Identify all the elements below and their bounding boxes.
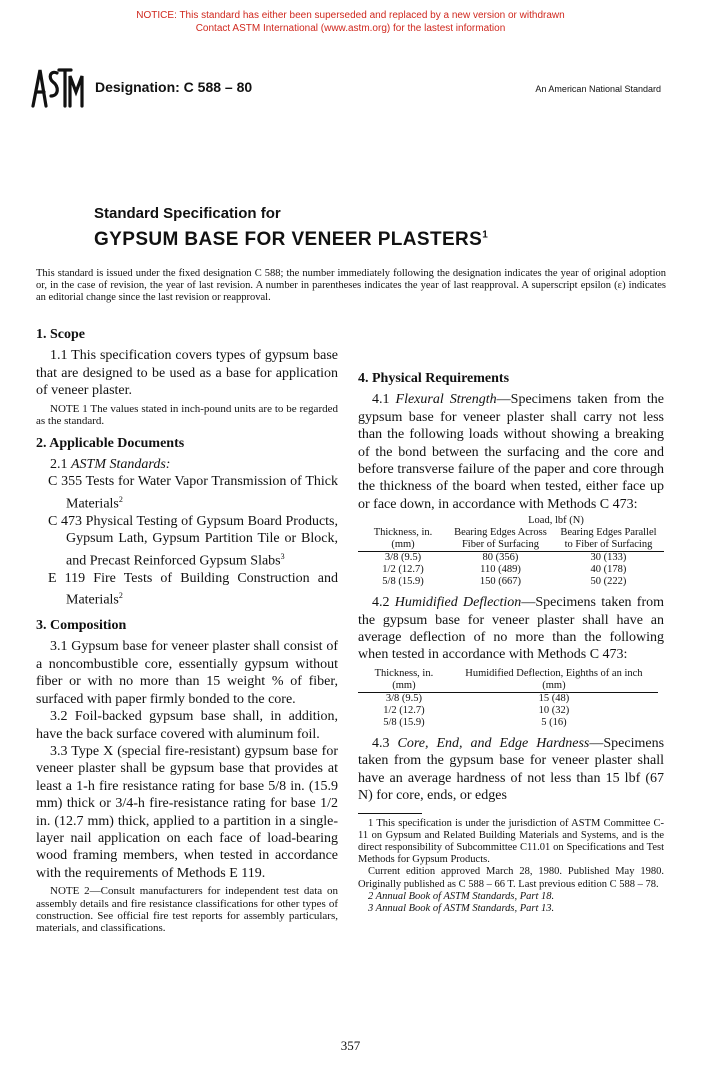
reference-c473-text: C 473 Physical Testing of Gypsum Board Products, Gypsum Lath, Gypsum Partition Tile or Block, and Precast Reinforced Gypsum Slabs <box>48 513 338 569</box>
designation: Designation: C 588 – 80 <box>95 79 253 95</box>
paragraph-4-3-body: —Specimens taken from the gypsum base for veneer plaster shall have an average hardness of not less than 15 lbf (67 N) for core, ends, or edges <box>358 735 665 804</box>
paragraph-4-2 <box>358 594 664 664</box>
load-table-col-across: Bearing Edges Across Fiber of Surfacing <box>448 527 553 552</box>
table-cell: 150 (667) <box>479 576 522 588</box>
paragraph-2-1-title: ASTM Standards: <box>71 456 171 472</box>
paragraph-4-1-num: 4.1 <box>372 392 390 408</box>
paragraph-4-2-title: Humidified Deflection <box>394 595 522 611</box>
paragraph-4-1 <box>358 391 664 513</box>
footnote-1-edition: Current edition approved March 28, 1980. Published May 1980. Originally published as C 588 – 66 T. Last previous edition C 588 – 78. <box>358 866 664 890</box>
paragraph-1-1: 1.1 This specification covers types of gypsum base that are designed to be used as a base for application of veneer plaster. <box>36 348 338 399</box>
reference-e119 <box>36 570 338 609</box>
reference-c355-sup: 2 <box>118 494 123 504</box>
load-table-col-parallel: Bearing Edges Parallel to Fiber of Surfacing <box>553 527 664 552</box>
table-cell: 5/8 (15.9) <box>383 716 425 728</box>
footnote-1: 1 This specification is under the jurisdiction of ASTM Committee C-11 on Gypsum and Related Building Materials and Systems, and is the direct responsibility of Subcommittee C11.01 on Specifications and Test Methods for Gypsum Products. <box>358 817 664 866</box>
load-table-blank <box>358 515 448 527</box>
table-row <box>358 552 664 565</box>
paragraph-2-1 <box>36 456 338 473</box>
paragraph-4-3 <box>358 735 664 805</box>
table-cell: 3/8 (9.5) <box>385 692 422 704</box>
table-cell: 1/2 (12.7) <box>383 704 425 716</box>
american-national-standard: An American National Standard <box>535 84 661 94</box>
note-2: NOTE 2—Consult manufacturers for independent test data on assembly details and fire resistance classifications for other types of construction. See official fire test reports for assembly particulars, materials, and classifications. <box>36 885 338 935</box>
footnote-divider <box>358 813 422 814</box>
table-cell: 50 (222) <box>590 576 627 588</box>
table-cell: 15 (48) <box>538 692 570 704</box>
note-1: NOTE 1 The values stated in inch-pound units are to be regarded as the standard. <box>36 402 338 428</box>
table-cell: 80 (356) <box>482 552 519 564</box>
paragraph-3-3: 3.3 Type X (special fire-resistant) gypsum base for veneer plaster shall be gypsum base that provides at least a 1-h fire resistance rating for base 5/8 in. (15.9 mm) thick or 3/4-h fire-resistance rating for base 1/2 in. (12.7 mm) thick, applied to a partition in a single-layer nail application on each face of load-bearing wood framing members, when tested in accordance with the requirements of Methods E 119. <box>36 743 338 881</box>
table-cell: 1/2 (12.7) <box>382 564 424 576</box>
paragraph-2-1-num: 2.1 <box>50 456 68 472</box>
preamble: This standard is issued under the fixed designation C 588; the number immediately following the designation indicates the year of original adoption or, in the case of revision, the year of last revision. A number in parentheses indicates the year of last reapproval. A superscript epsilon (ε) indicates an editorial change since the last revision or reapproval. <box>36 268 666 303</box>
deflection-table <box>358 668 658 729</box>
table-cell: 5/8 (15.9) <box>382 576 424 588</box>
table-row <box>358 564 664 576</box>
paragraph-4-1-body: —Specimens taken from the gypsum base for veneer plaster shall carry not less than the following loads without showing a breaking of the bond between the surfacing and the core and before transverse failure of the paper and core through the thickness of the board when tested, either face up or face down, in accordance with Methods C 473: <box>358 392 664 512</box>
notice-line-2: Contact ASTM International (www.astm.org) for the lastest information <box>195 23 506 34</box>
paragraph-4-3-num: 4.3 <box>372 735 390 751</box>
reference-c355 <box>36 473 338 512</box>
paragraph-4-1-title: Flexural Strength <box>395 392 497 408</box>
load-table-col-thickness: Thickness, in. (mm) <box>358 527 448 552</box>
table-cell: 3/8 (9.5) <box>384 552 422 564</box>
notice-line-1: NOTICE: This standard has either been superseded and replaced by a new version or withdrawn <box>136 10 565 21</box>
reference-c355-text: C 355 Tests for Water Vapor Transmission of Thick Materials <box>48 474 338 512</box>
document-title <box>94 229 488 251</box>
section-heading-physical-requirements: 4. Physical Requirements <box>358 371 510 386</box>
title-footnote-mark: 1 <box>482 229 489 241</box>
table-cell: 10 (32) <box>538 704 570 716</box>
paragraph-4-3-title: Core, End, and Edge Hardness <box>397 735 590 751</box>
table-cell: 5 (16) <box>541 716 567 728</box>
table-cell: 30 (133) <box>590 552 627 564</box>
reference-c473-sup: 3 <box>280 551 285 561</box>
section-heading-composition: 3. Composition <box>36 618 127 634</box>
reference-e119-sup: 2 <box>118 591 123 600</box>
deflection-table-col-thickness: Thickness, in. (mm) <box>358 668 450 693</box>
reference-e119-text: E 119 Fire Tests of Building Construction and Materials <box>48 570 338 608</box>
title-text: GYPSUM BASE FOR VENEER PLASTERS <box>94 229 483 250</box>
table-row <box>358 692 658 705</box>
astm-logo-icon <box>30 66 84 110</box>
load-table-group-header: Load, lbf (N) <box>528 515 584 527</box>
paragraph-4-2-num: 4.2 <box>372 595 390 611</box>
standard-spec-label: Standard Specification for <box>94 205 281 222</box>
right-column <box>358 370 664 915</box>
section-heading-scope: 1. Scope <box>36 327 85 342</box>
table-cell: 110 (489) <box>480 564 521 576</box>
deflection-table-col-deflection: Humidified Deflection, Eighths of an inch (mm) <box>450 668 658 693</box>
left-column <box>36 326 338 935</box>
paragraph-4-2-body: —Specimens taken from the gypsum base for veneer plaster shall have an average deflection of no more than the following when tested in accordance with Methods C 473: <box>358 595 664 663</box>
section-heading-applicable-documents: 2. Applicable Documents <box>36 436 185 452</box>
reference-c473 <box>36 513 338 570</box>
paragraph-3-1: 3.1 Gypsum base for veneer plaster shall consist of a noncombustible core, essentially gypsum without fiber or with no more than 15 weight % of fiber, surfaced with paper firmly bonded to the core. <box>36 639 338 707</box>
paragraph-3-2: 3.2 Foil-backed gypsum base shall, in addition, have the back surface covered with aluminum foil. <box>36 709 338 742</box>
table-cell: 40 (178) <box>590 564 627 576</box>
footnote-2: 2 Annual Book of ASTM Standards, Part 18. <box>368 890 555 902</box>
table-row <box>358 717 658 729</box>
table-row <box>358 705 658 717</box>
table-row <box>358 576 664 588</box>
notice-banner <box>0 9 701 35</box>
footnote-3: 3 Annual Book of ASTM Standards, Part 13. <box>368 902 555 914</box>
page-number: 357 <box>340 1038 361 1053</box>
load-table <box>358 515 664 588</box>
